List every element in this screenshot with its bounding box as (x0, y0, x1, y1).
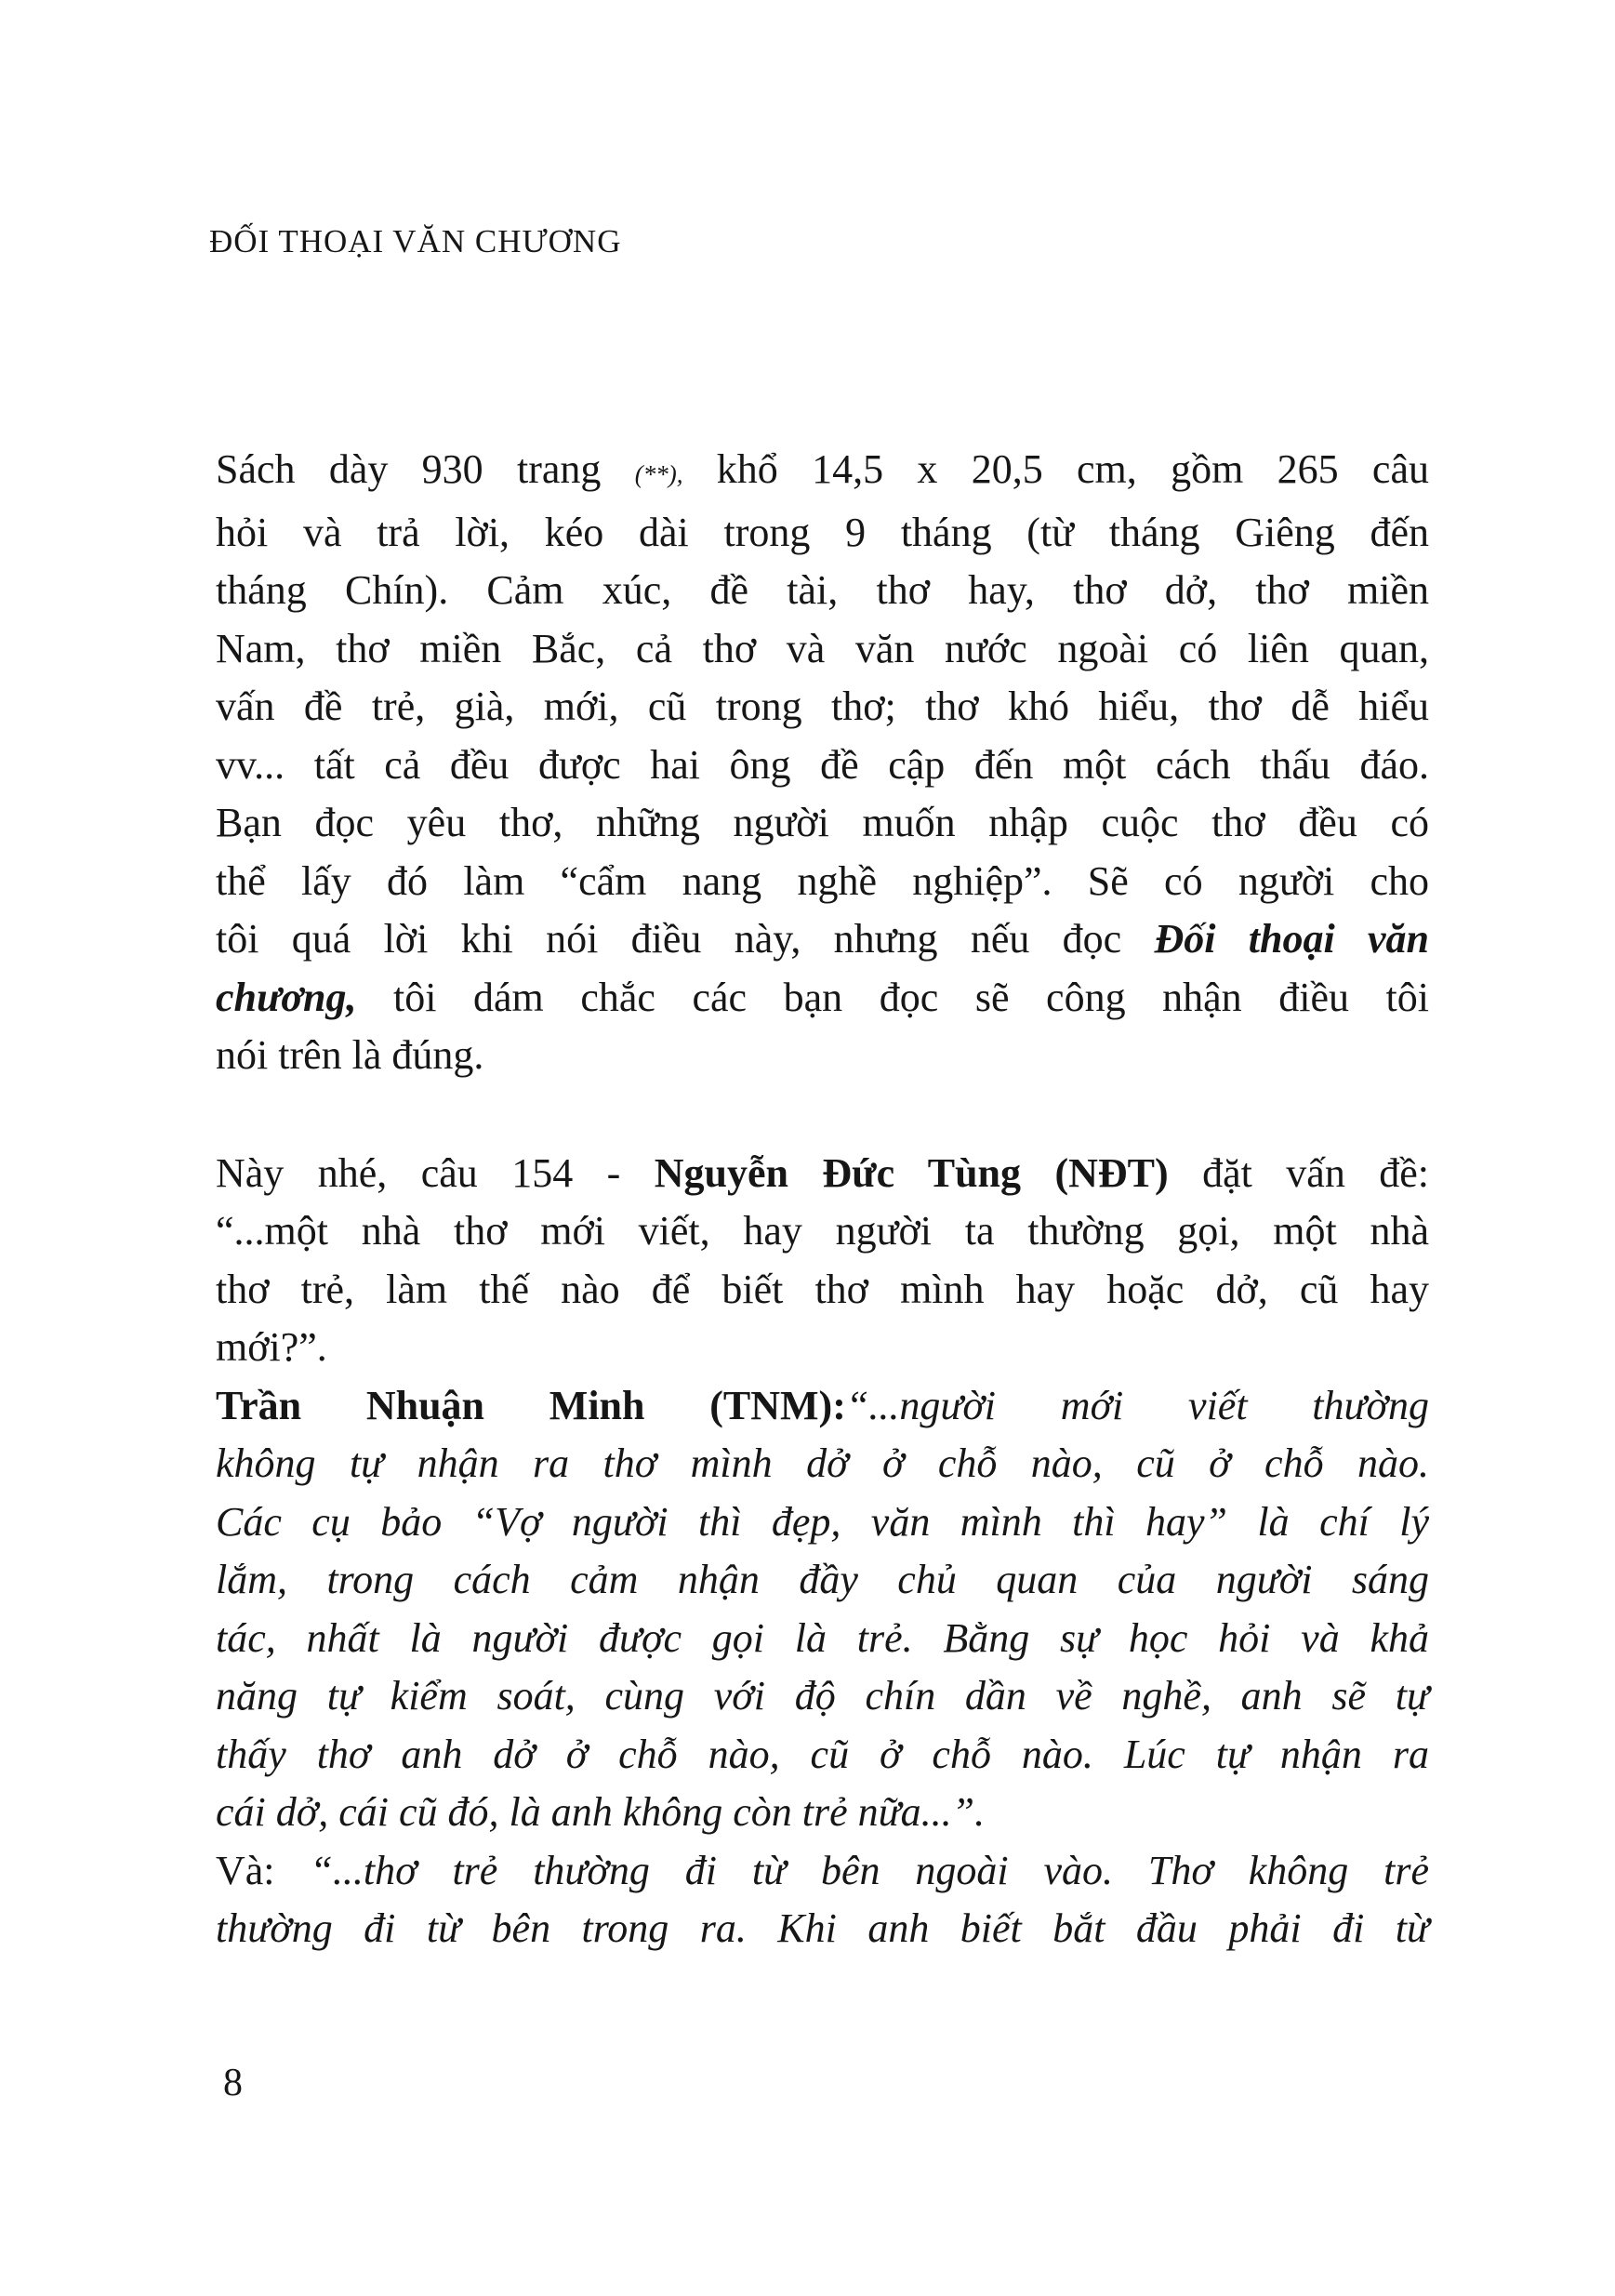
text-line (216, 853, 1429, 911)
text-segment: đặt vấn đề: (1168, 1149, 1430, 1196)
text-segment: Đối thoại văn (1154, 916, 1430, 962)
text-segment: vấn đề trẻ, già, mới, cũ trong thơ; thơ khó hiểu, thơ dễ hiểu (216, 683, 1429, 729)
text-segment: Nam, thơ miền Bắc, cả thơ và văn nước ngoài có liên quan, (216, 625, 1429, 671)
text-line (216, 678, 1429, 737)
text-line (216, 1027, 1429, 1085)
paragraph-tnm-answer (216, 1377, 1429, 1842)
text-line (216, 1261, 1429, 1320)
text-line (216, 1784, 1429, 1842)
text-line (216, 1900, 1429, 1958)
text-line (216, 910, 1429, 969)
text-line (216, 620, 1429, 679)
text-segment: vv... tất cả đều được hai ông đề cập đến một cách thấu đáo. (216, 741, 1429, 788)
text-segment: chương, (216, 974, 357, 1020)
text-line (216, 1435, 1429, 1493)
text-line (216, 562, 1429, 620)
text-segment: Này nhé, câu 154 - (216, 1149, 655, 1196)
text-segment: thể lấy đó làm “cẩm nang nghề nghiệp”. Sẽ có người cho (216, 857, 1429, 904)
text-segment: Sách dày 930 trang (216, 446, 635, 492)
text-segment: khổ 14,5 x 20,5 cm, gồm 265 câu (682, 446, 1429, 492)
text-line (216, 1667, 1429, 1726)
text-line (216, 794, 1429, 853)
text-segment: thường đi từ bên trong ra. Khi anh biết bắt đầu phải đi từ (216, 1905, 1429, 1951)
text-segment: tôi quá lời khi nói điều này, nhưng nếu đọc (216, 916, 1155, 962)
text-segment: năng tự kiểm soát, cùng với độ chín dần về nghề, anh sẽ tự (216, 1673, 1429, 1719)
text-segment: hỏi và trả lời, kéo dài trong 9 tháng (từ tháng Giêng đến (216, 509, 1429, 555)
text-line (216, 1610, 1429, 1668)
paragraph-tnm-continuation (216, 1842, 1429, 1958)
text-line (216, 1493, 1429, 1552)
page-body-text (216, 441, 1429, 1958)
text-line (216, 1551, 1429, 1610)
footnote-marker: (**), (634, 460, 683, 488)
text-line (216, 969, 1429, 1028)
text-segment: tháng Chín). Cảm xúc, đề tài, thơ hay, thơ dở, thơ miền (216, 567, 1429, 613)
text-segment: Bạn đọc yêu thơ, những người muốn nhập cuộc thơ đều có (216, 800, 1429, 845)
text-segment: Các cụ bảo “Vợ người thì đẹp, văn mình thì hay” là chí lý (216, 1498, 1429, 1545)
text-segment: mới?”. (216, 1324, 327, 1370)
text-line (216, 1145, 1429, 1203)
text-segment: “...người mới viết thường (845, 1382, 1430, 1428)
text-segment: cái dở, cái cũ đó, là anh không còn trẻ nữa...”. (216, 1789, 986, 1835)
paragraph-book-description (216, 441, 1429, 1085)
text-line (216, 441, 1429, 504)
text-segment: không tự nhận ra thơ mình dở ở chỗ nào, cũ ở chỗ nào. (216, 1440, 1429, 1486)
text-segment: tác, nhất là người được gọi là trẻ. Bằng sự học hỏi và khả (216, 1614, 1429, 1661)
text-line (216, 1726, 1429, 1785)
paragraph-question-154 (216, 1145, 1429, 1377)
text-segment: Nguyễn Đức Tùng (NĐT) (654, 1149, 1169, 1196)
text-line (216, 1202, 1429, 1261)
text-segment: tôi dám chắc các bạn đọc sẽ công nhận điều tôi (356, 974, 1429, 1020)
text-line (216, 1842, 1429, 1901)
text-segment: “...thơ trẻ thường đi từ bên ngoài vào. Thơ không trẻ (310, 1847, 1429, 1893)
running-header: ĐỐI THOẠI VĂN CHƯƠNG (209, 223, 622, 259)
text-line (216, 1377, 1429, 1436)
text-segment: nói trên là đúng. (216, 1032, 484, 1078)
text-segment: lắm, trong cách cảm nhận đầy chủ quan của người sáng (216, 1557, 1429, 1602)
text-segment: “...một nhà thơ mới viết, hay người ta thường gọi, một nhà (216, 1208, 1429, 1254)
text-line (216, 504, 1429, 563)
text-line (216, 1319, 1429, 1377)
text-segment: Trần Nhuận Minh (TNM): (216, 1382, 846, 1428)
text-segment: Và: (216, 1847, 311, 1893)
text-segment: thơ trẻ, làm thế nào để biết thơ mình hay hoặc dở, cũ hay (216, 1266, 1429, 1312)
text-line (216, 737, 1429, 795)
text-segment: thấy thơ anh dở ở chỗ nào, cũ ở chỗ nào. Lúc tự nhận ra (216, 1731, 1429, 1777)
page-number: 8 (223, 2062, 243, 2104)
